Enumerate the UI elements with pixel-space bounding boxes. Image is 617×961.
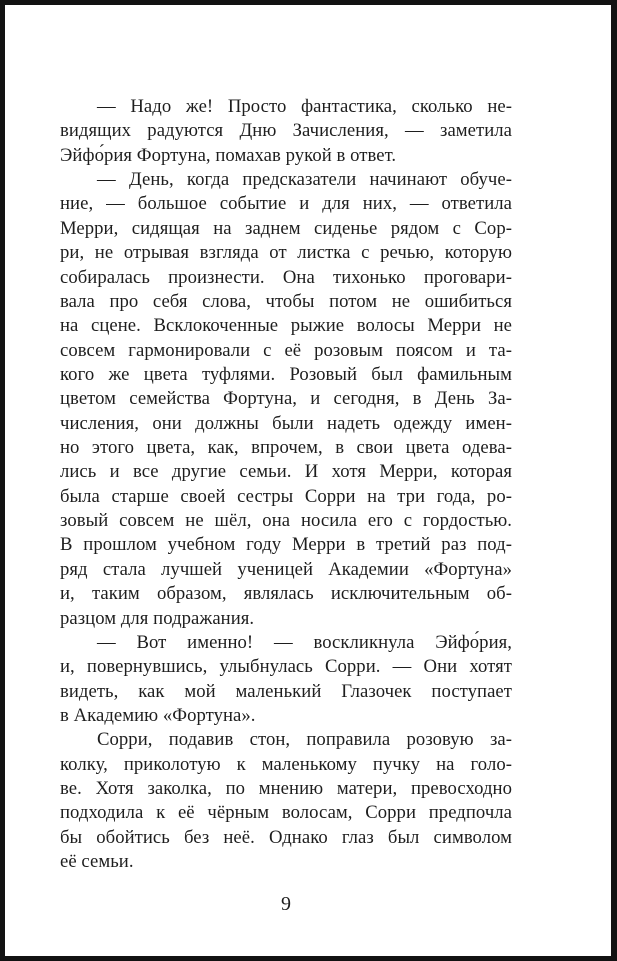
text-line: бы обойтись без неё. Однако глаз был символом bbox=[60, 826, 512, 848]
text-line: была старше своей сестры Сорри на три года, ро- bbox=[60, 485, 512, 507]
text-line: Сорри, подавив стон, поправила розовую за- bbox=[97, 729, 512, 751]
text-line: вала про себя слова, чтобы потом не ошибиться bbox=[60, 290, 512, 312]
paragraph bbox=[60, 168, 512, 631]
paragraph bbox=[60, 95, 512, 168]
text-line: разцом для подражания. bbox=[60, 607, 255, 629]
paragraph bbox=[60, 728, 512, 874]
text-line: видеть, как мой маленький Глазочек поступает bbox=[60, 680, 512, 702]
text-line: — День, когда предсказатели начинают обуче- bbox=[97, 169, 512, 191]
text-line: подходила к её чёрным волосам, Сорри предпочла bbox=[60, 802, 512, 824]
text-line: собиралась произнести. Она тихонько проговари- bbox=[60, 266, 512, 288]
text-line: кого же цвета туфлями. Розовый был фамильным bbox=[60, 363, 512, 385]
text-line: числения, они должны были надеть одежду имен- bbox=[60, 412, 512, 434]
text-line: В прошлом учебном году Мерри в третий раз под- bbox=[60, 534, 512, 556]
text-line: и, повернувшись, улыбнулась Сорри. — Они хотят bbox=[60, 656, 512, 678]
text-block bbox=[60, 95, 512, 875]
page-number: 9 bbox=[281, 893, 291, 915]
text-line: совсем гармонировали с её розовым поясом и та- bbox=[60, 339, 512, 361]
text-line: Эйфо́рия Фортуна, помахав рукой в ответ. bbox=[60, 144, 397, 166]
paragraph bbox=[60, 631, 512, 728]
text-line: — Вот именно! — воскликнула Эйфо́рия, bbox=[97, 631, 512, 653]
text-line: ри, не отрывая взгляда от листка с речью, которую bbox=[60, 242, 512, 264]
text-line: видящих радуются Дню Зачисления, — заметила bbox=[60, 120, 512, 142]
text-line: на сцене. Всклокоченные рыжие волосы Мерри не bbox=[60, 315, 512, 337]
text-line: но этого цвета, как, впрочем, в свои цвета одева- bbox=[60, 437, 512, 459]
text-line: её семьи. bbox=[60, 851, 134, 873]
text-line: ряд стала лучшей ученицей Академии «Фортуна» bbox=[60, 558, 512, 580]
text-line: ве. Хотя заколка, по мнению матери, превосходно bbox=[60, 778, 512, 800]
text-line: — Надо же! Просто фантастика, сколько не- bbox=[97, 96, 512, 117]
text-line: в Академию «Фортуна». bbox=[60, 704, 256, 726]
text-line: цветом семейства Фортуна, и сегодня, в День За- bbox=[60, 388, 512, 410]
text-line: Мерри, сидящая на заднем сиденье рядом с Сор- bbox=[60, 217, 512, 239]
text-line: колку, приколотую к маленькому пучку на голо- bbox=[60, 753, 512, 775]
text-line: ние, — большое событие и для них, — ответила bbox=[60, 193, 512, 215]
text-line: и, таким образом, являлась исключительным об- bbox=[60, 583, 512, 605]
text-line: лись и все другие семьи. И хотя Мерри, которая bbox=[60, 461, 512, 483]
text-line: зовый совсем не шёл, она носила его с гордостью. bbox=[60, 510, 512, 532]
